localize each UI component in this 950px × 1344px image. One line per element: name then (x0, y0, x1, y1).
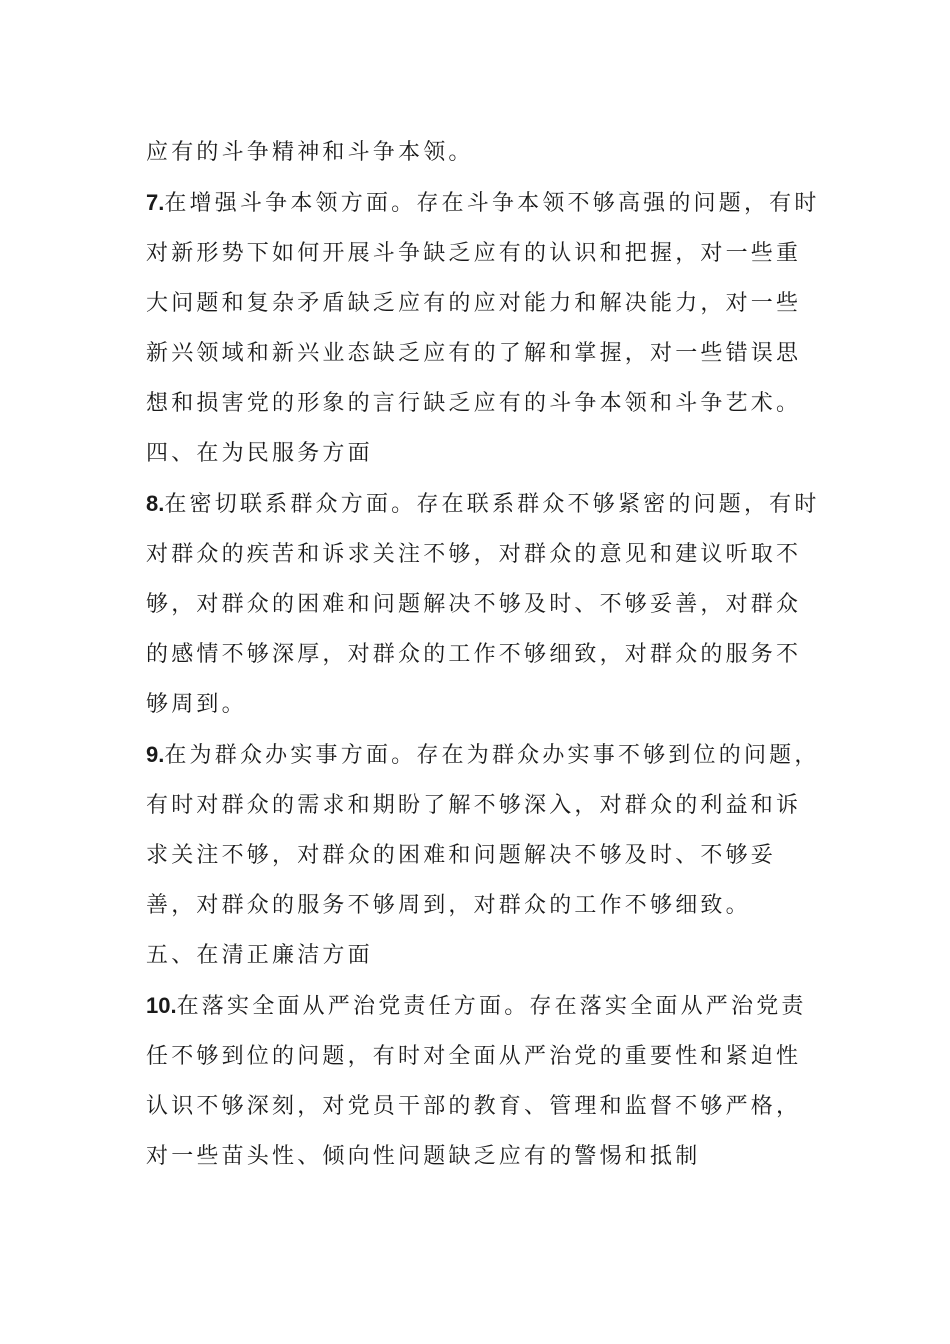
document-body (146, 128, 826, 1182)
item-text: 在增强斗争本领方面。存在斗争本领不够高强的问题，有时对新形势下如何开展斗争缺乏应有的认识和把握，对一些重大问题和复杂矛盾缺乏应有的应对能力和解决能力，对一些新兴领域和新兴业态缺乏应有的了解和掌握，对一些错误思想和损害党的形象的言行缺乏应有的斗争本领和斗争艺术。 (146, 191, 820, 416)
item-number: 10. (146, 993, 177, 1018)
paragraph-item-10 (146, 981, 826, 1182)
item-number: 8. (146, 491, 165, 516)
section-heading-4: 四、在为民服务方面 (146, 441, 373, 466)
paragraph-continuation: 应有的斗争精神和斗争本领。 (146, 140, 474, 165)
item-text: 在密切联系群众方面。存在联系群众不够紧密的问题，有时对群众的疾苦和诉求关注不够，对群众的意见和建议听取不够，对群众的困难和问题解决不够及时、不够妥善，对群众的感情不够深厚，对群众的工作不够细致，对群众的服务不够周到。 (146, 492, 820, 717)
item-text: 在落实全面从严治党责任方面。存在落实全面从严治党责任不够到位的问题，有时对全面从严治党的重要性和紧迫性认识不够深刻，对党员干部的教育、管理和监督不够严格，对一些苗头性、倾向性问题缺乏应有的警惕和抵制 (146, 994, 807, 1169)
paragraph-item-8 (146, 479, 826, 730)
item-text: 在为群众办实事方面。存在为群众办实事不够到位的问题，有时对群众的需求和期盼了解不够深入，对群众的利益和诉求关注不够，对群众的困难和问题解决不够及时、不够妥善，对群众的服务不够周到，对群众的工作不够细致。 (146, 743, 820, 918)
paragraph-item-7 (146, 178, 826, 429)
section-heading-5: 五、在清正廉洁方面 (146, 943, 373, 968)
item-number: 7. (146, 190, 165, 215)
item-number: 9. (146, 742, 165, 767)
paragraph-item-9 (146, 730, 826, 931)
